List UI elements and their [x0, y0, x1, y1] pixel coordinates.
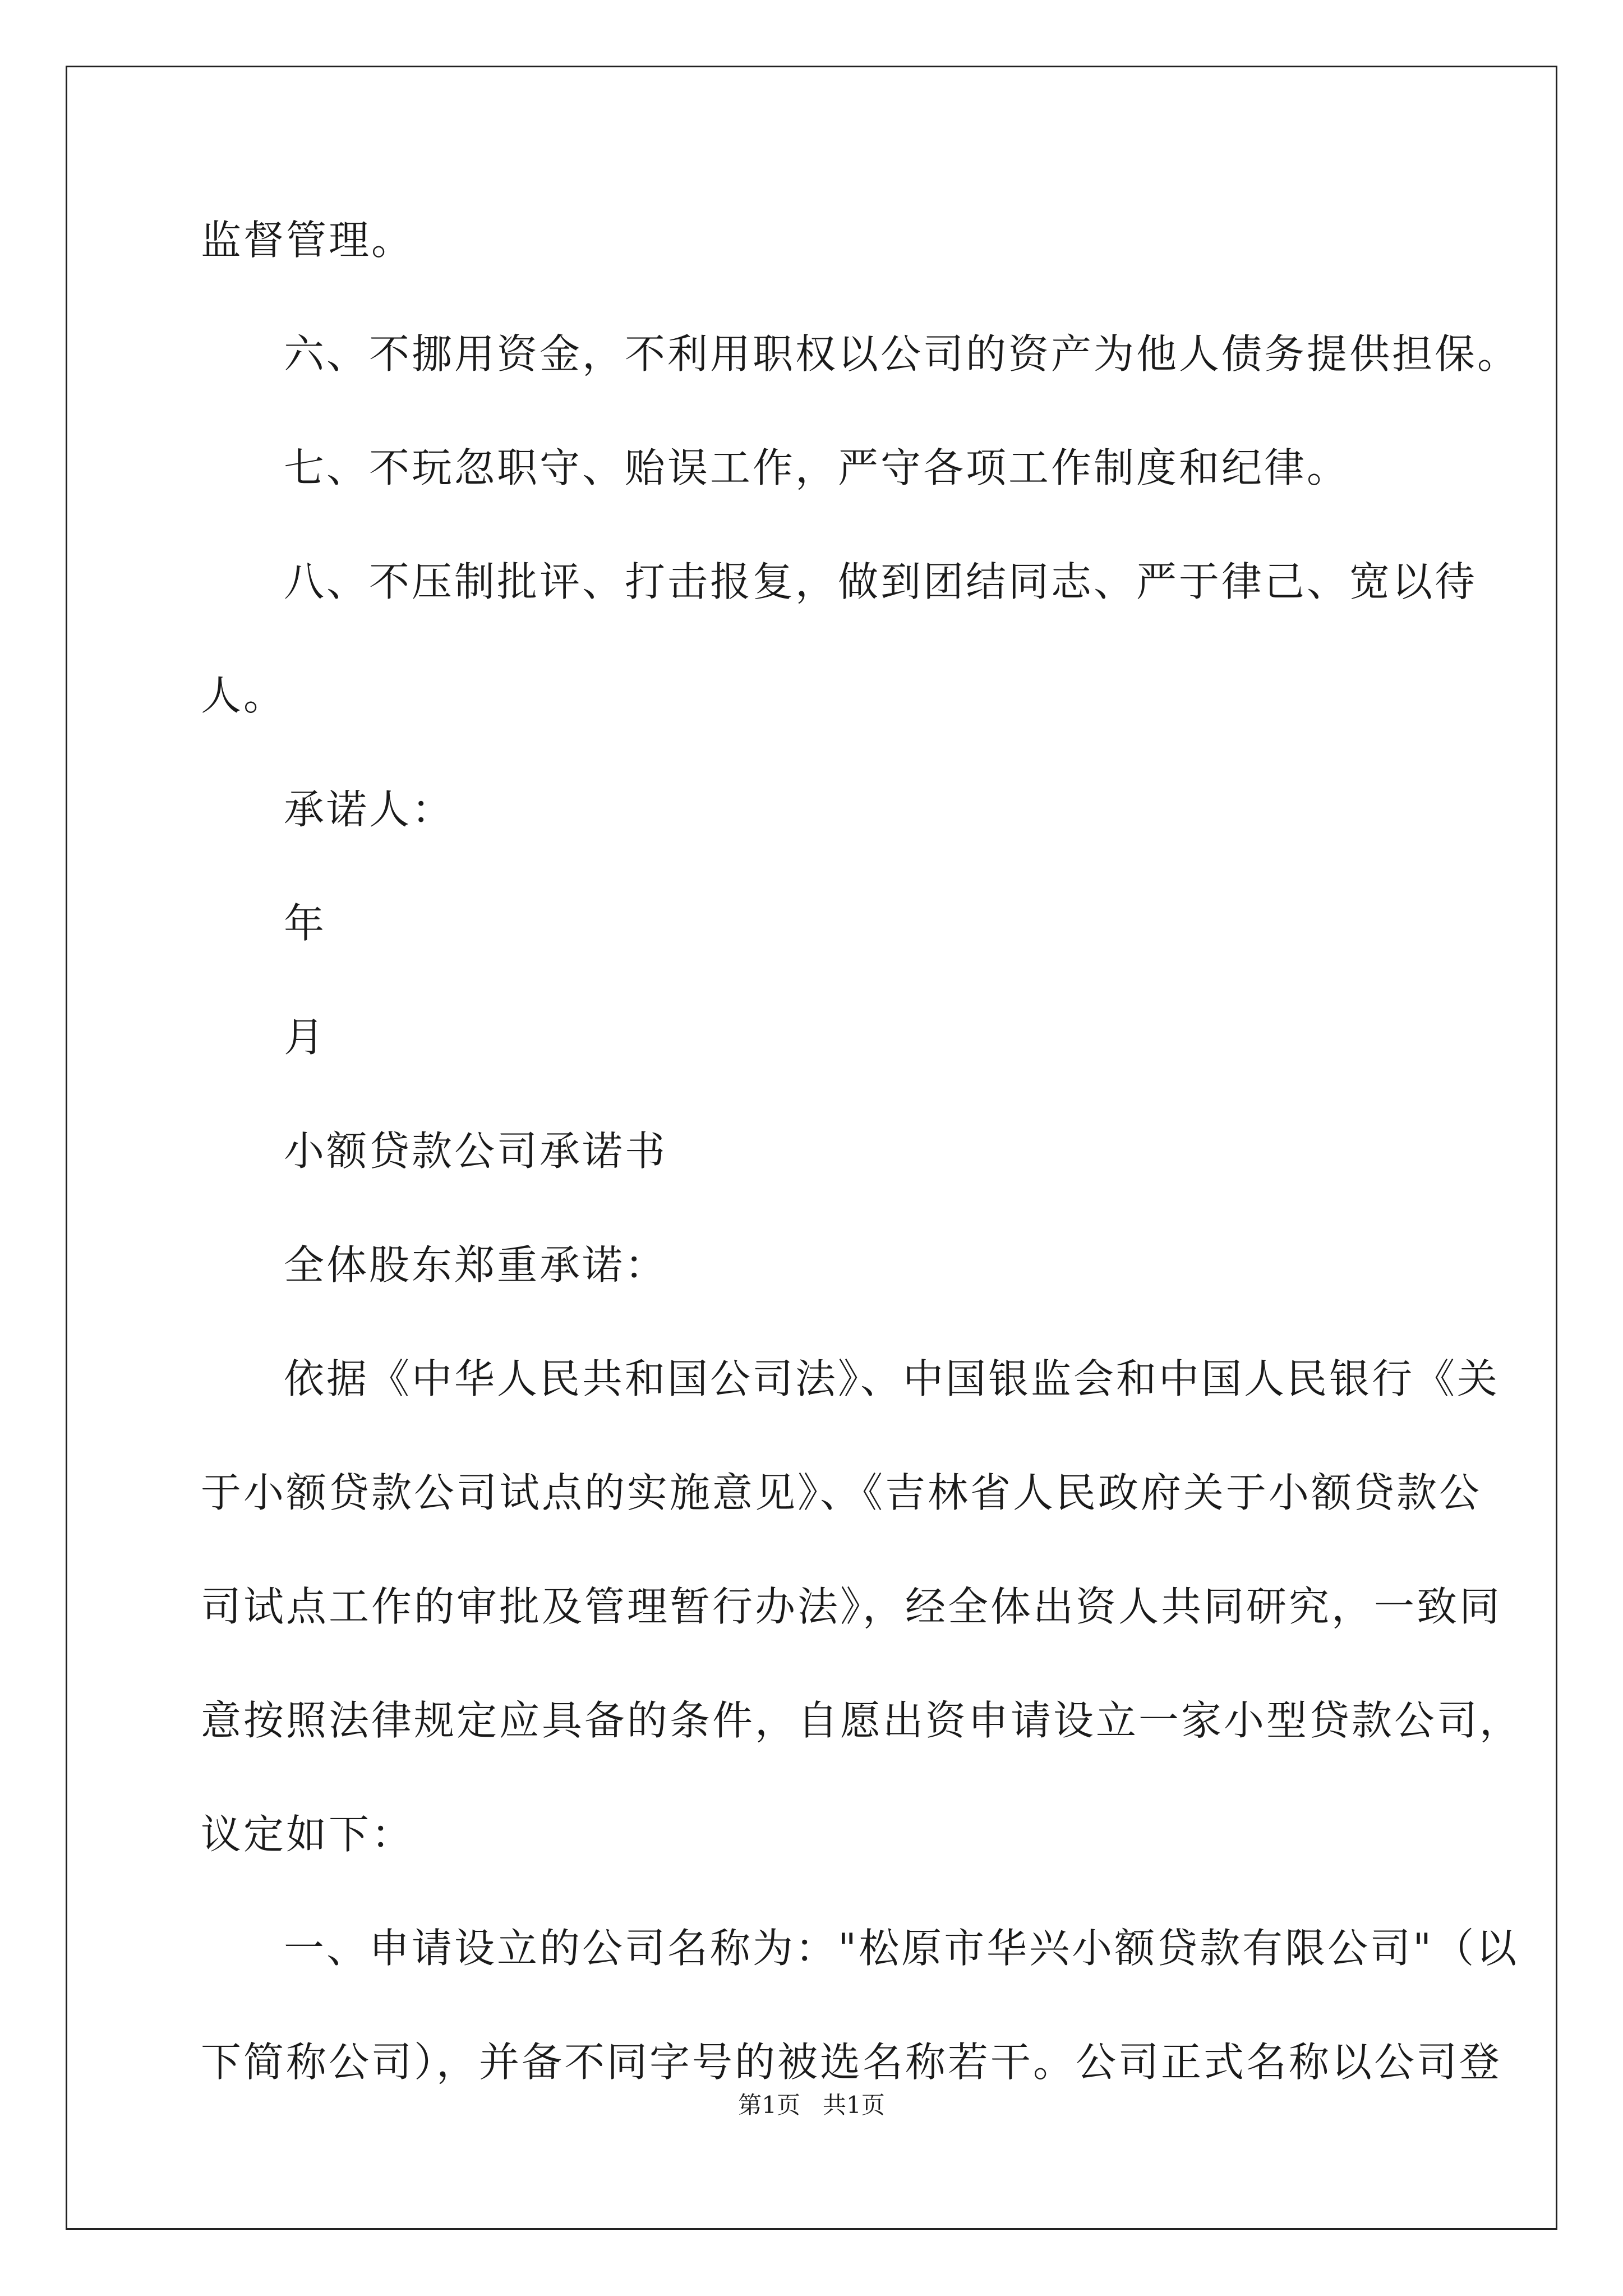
paragraph-line: 八、不压制批评、打击报复，做到团结同志、严于律己、宽以待	[284, 558, 1478, 605]
date-month-label: 月	[284, 1014, 327, 1061]
section-title: 小额贷款公司承诺书	[284, 1128, 668, 1175]
paragraph-line: 七、不玩忽职守、贻误工作，严守各项工作制度和纪律。	[284, 444, 1350, 491]
paragraph-line: 全体股东郑重承诺：	[284, 1241, 668, 1289]
paragraph-line: 下简称公司），并备不同字号的被选名称若干。公司正式名称以公司登	[201, 2039, 1502, 2086]
paragraph-line: 一、申请设立的公司名称为："松原市华兴小额贷款有限公司"（以	[284, 1925, 1519, 1972]
paragraph-line: 依据《中华人民共和国公司法》、中国银监会和中国人民银行《关	[284, 1355, 1500, 1402]
paragraph-line: 司试点工作的审批及管理暂行办法》，经全体出资人共同研究，一致同	[201, 1583, 1502, 1630]
paragraph-line: 议定如下：	[201, 1811, 414, 1858]
paragraph-line: 六、不挪用资金，不利用职权以公司的资产为他人债务提供担保。	[284, 330, 1520, 378]
paragraph-line: 监督管理。	[201, 217, 414, 264]
paragraph-line: 于小额贷款公司试点的实施意见》、《吉林省人民政府关于小额贷款公	[201, 1469, 1482, 1516]
paragraph-line: 人。	[201, 672, 287, 719]
date-year-label: 年	[284, 900, 327, 947]
paragraph-line: 意按照法律规定应具备的条件，自愿出资申请设立一家小型贷款公司，	[201, 1697, 1523, 1744]
page-number-footer: 第1页 共1页	[738, 2091, 885, 2119]
signature-label: 承诺人：	[284, 786, 455, 833]
